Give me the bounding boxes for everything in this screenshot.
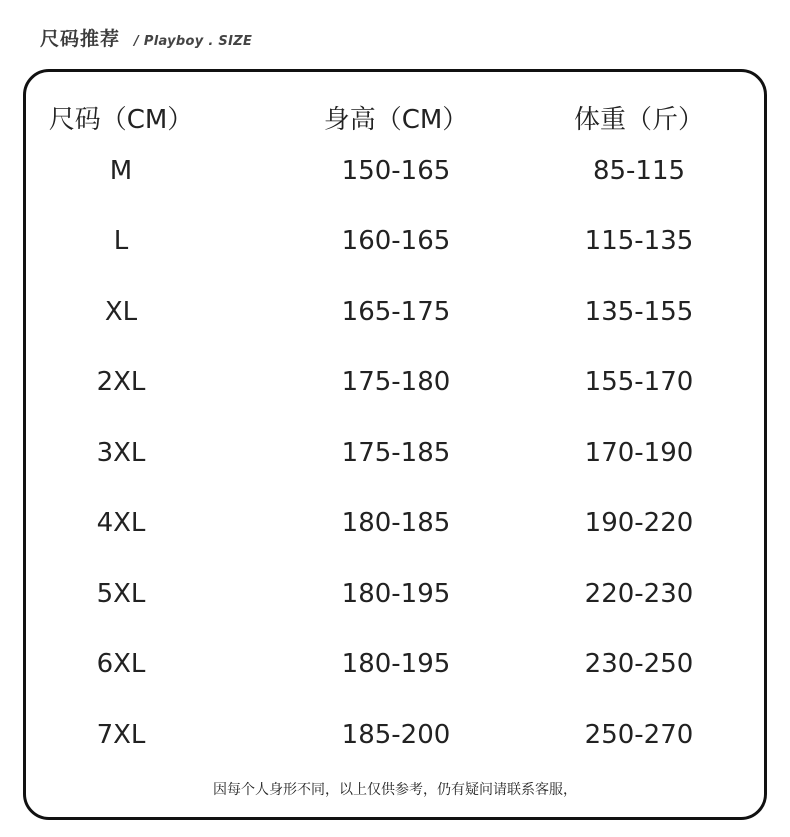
size-cell: 3XL bbox=[96, 438, 146, 468]
size-cell: XL bbox=[104, 297, 138, 327]
height-cell: 180-195 bbox=[341, 649, 451, 679]
disclaimer-note: 因每个人身形不同，以上仅供参考，仍有疑问请联系客服， bbox=[213, 782, 577, 798]
size-chart-card bbox=[23, 69, 767, 820]
height-cell: 185-200 bbox=[341, 720, 451, 750]
size-cell: 4XL bbox=[96, 508, 146, 538]
table-row bbox=[26, 715, 764, 755]
weight-cell: 85-115 bbox=[592, 156, 686, 186]
header-weight: 体重（斤） bbox=[573, 105, 704, 135]
weight-cell: 250-270 bbox=[584, 720, 694, 750]
heading-title: 尺码推荐 bbox=[40, 28, 121, 50]
header-size: 尺码（CM） bbox=[48, 105, 194, 135]
table-row bbox=[26, 151, 764, 191]
height-cell: 165-175 bbox=[341, 297, 451, 327]
table-row bbox=[26, 433, 764, 473]
weight-cell: 190-220 bbox=[584, 508, 694, 538]
table-row bbox=[26, 292, 764, 332]
height-cell: 180-195 bbox=[341, 579, 451, 609]
size-heading bbox=[40, 24, 252, 54]
size-cell: 6XL bbox=[96, 649, 146, 679]
table-header-row bbox=[26, 100, 764, 140]
size-cell: M bbox=[109, 156, 133, 186]
weight-cell: 135-155 bbox=[584, 297, 694, 327]
header-height: 身高（CM） bbox=[323, 105, 469, 135]
weight-cell: 230-250 bbox=[584, 649, 694, 679]
table-row bbox=[26, 221, 764, 261]
size-cell: 7XL bbox=[96, 720, 146, 750]
weight-cell: 220-230 bbox=[584, 579, 694, 609]
height-cell: 150-165 bbox=[341, 156, 451, 186]
height-cell: 175-180 bbox=[341, 367, 451, 397]
table-row bbox=[26, 574, 764, 614]
weight-cell: 170-190 bbox=[584, 438, 694, 468]
size-cell: 2XL bbox=[96, 367, 146, 397]
height-cell: 160-165 bbox=[341, 226, 451, 256]
heading-subtitle: / Playboy . SIZE bbox=[134, 34, 253, 49]
weight-cell: 115-135 bbox=[584, 226, 694, 256]
table-row bbox=[26, 503, 764, 543]
table-row bbox=[26, 362, 764, 402]
size-cell: L bbox=[113, 226, 129, 256]
table-row bbox=[26, 644, 764, 684]
size-cell: 5XL bbox=[96, 579, 146, 609]
height-cell: 175-185 bbox=[341, 438, 451, 468]
height-cell: 180-185 bbox=[341, 508, 451, 538]
weight-cell: 155-170 bbox=[584, 367, 694, 397]
